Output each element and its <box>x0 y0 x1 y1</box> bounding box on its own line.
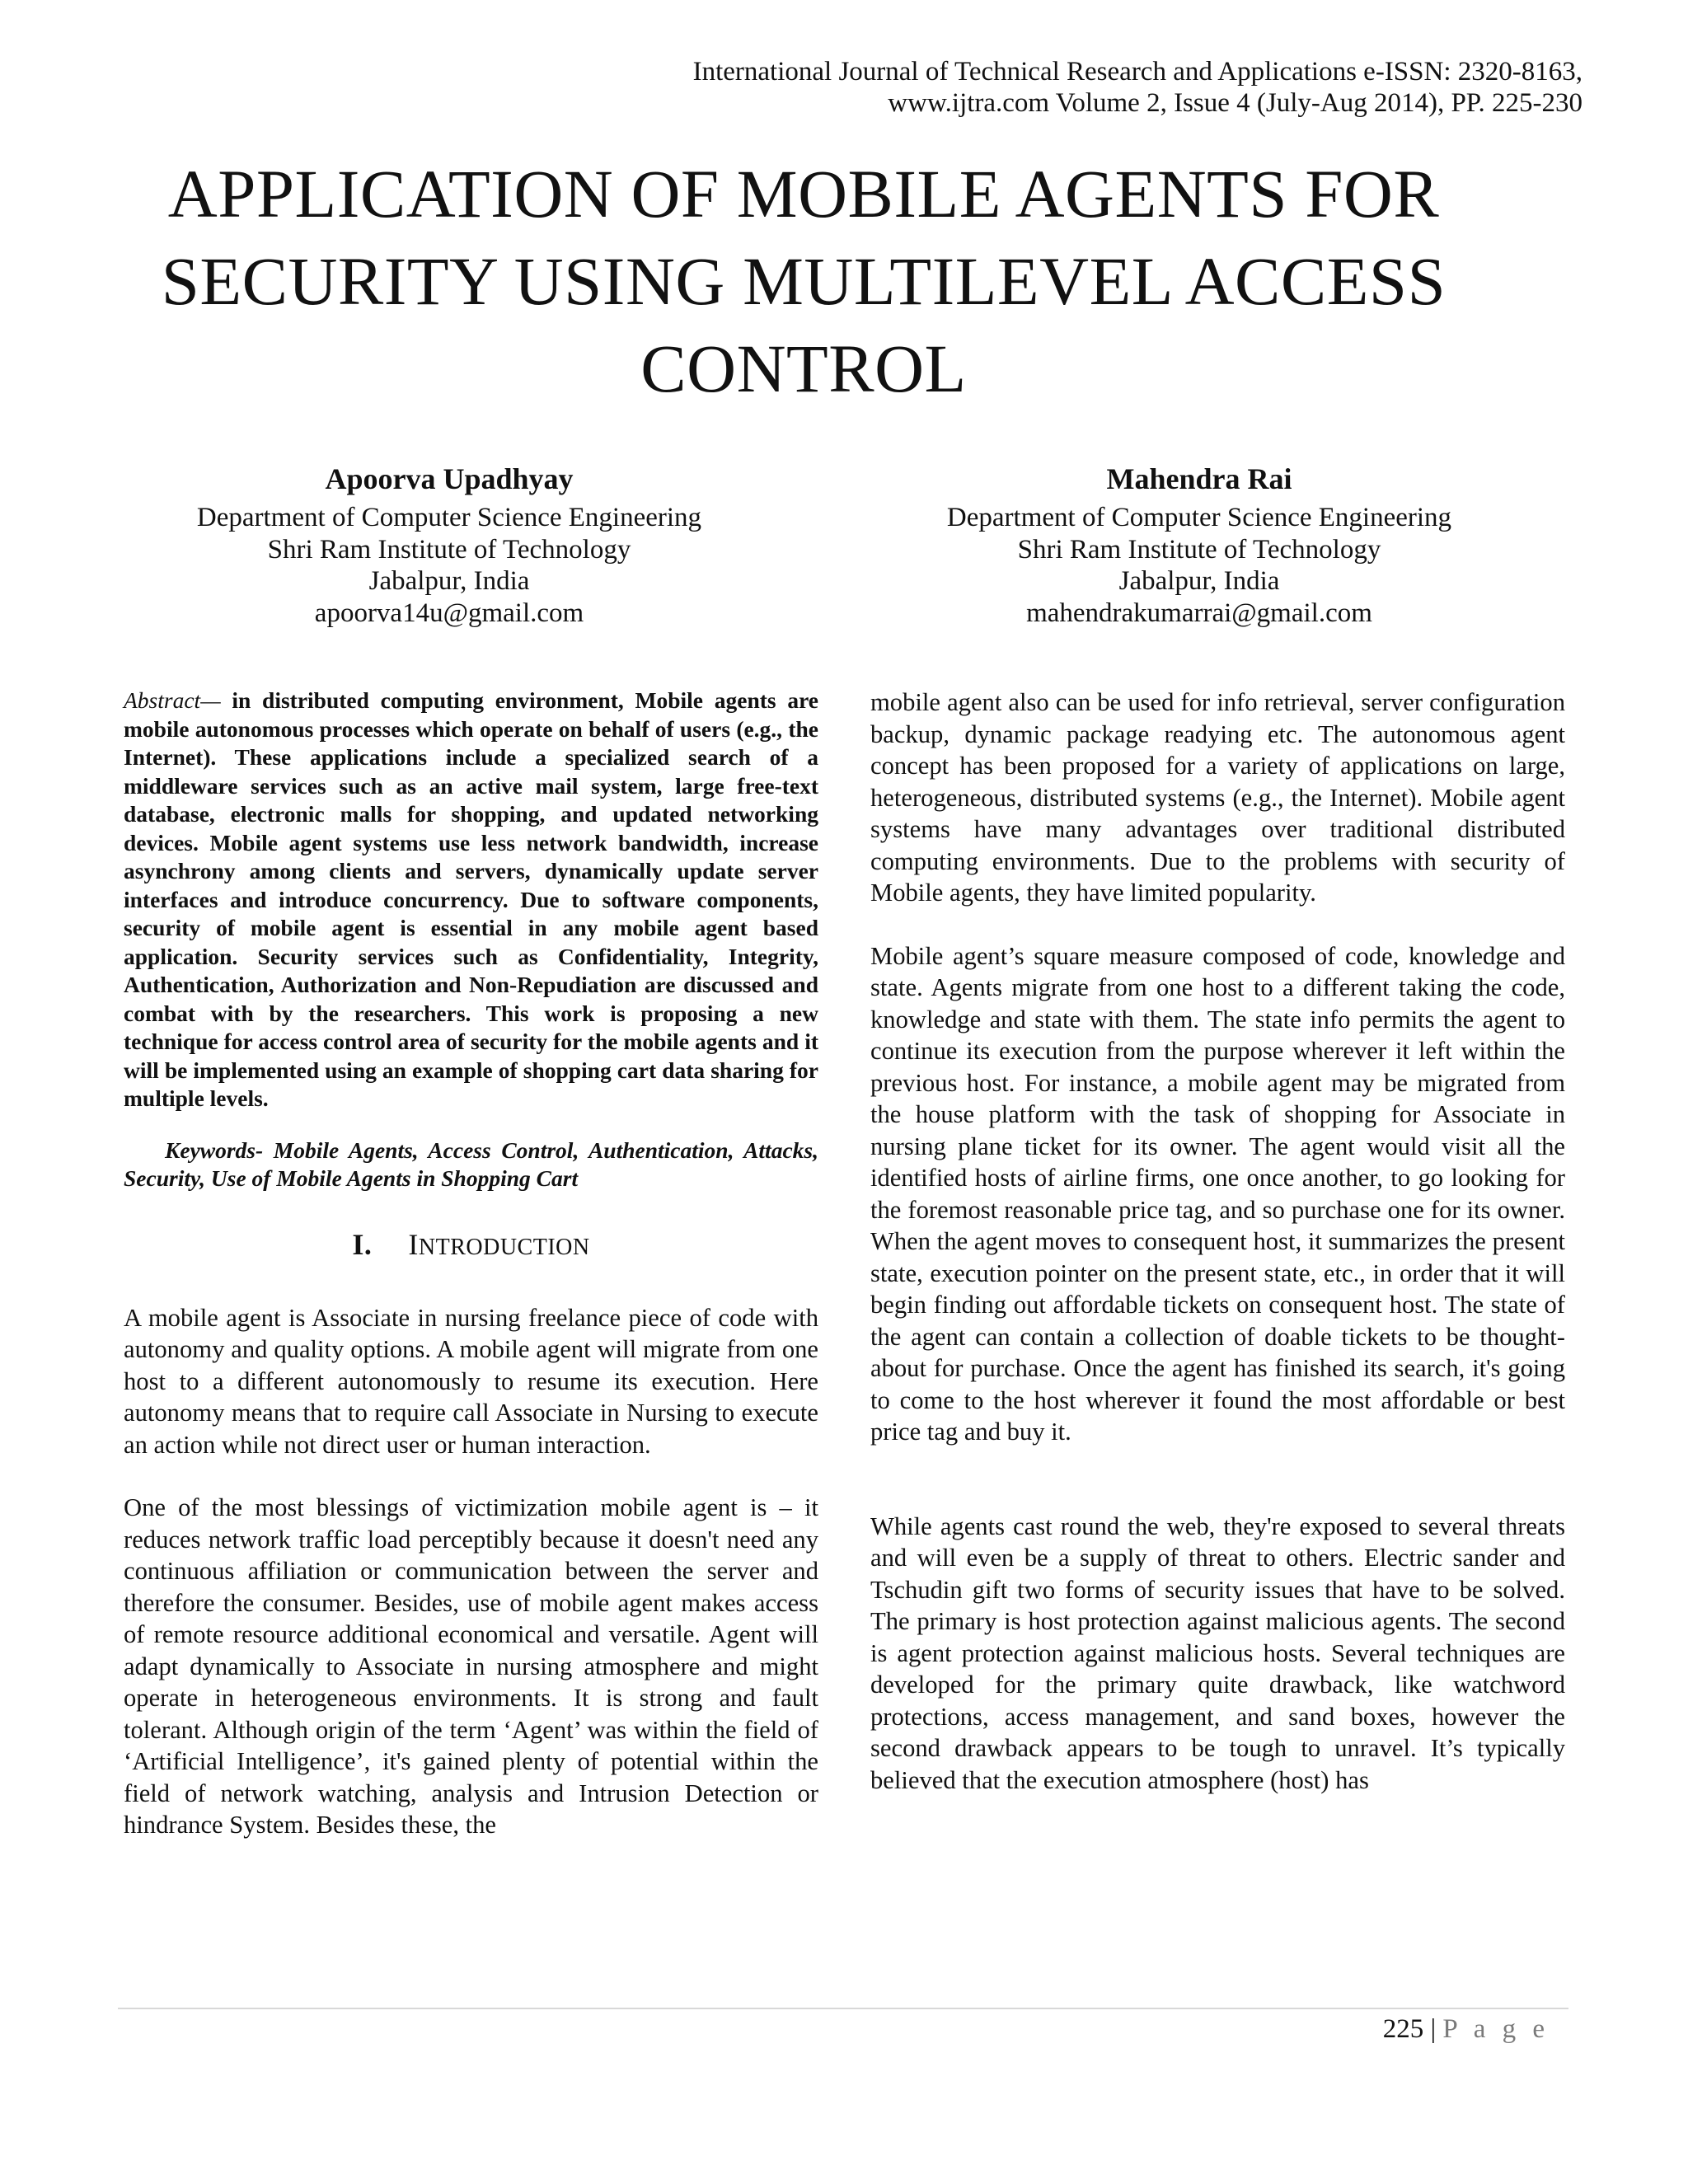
paragraph: mobile agent also can be used for info retrieval, server configuration backup, dynamic package readying etc. The autonomous agent concept has been proposed for a variety of applications on large, heterogeneous, distributed systems (e.g., the Internet). Mobile agent systems have many advantages over traditional distributed computing environments. Due to the problems with security of Mobile agents, they have limited popularity. <box>870 688 1565 907</box>
keywords: Keywords- Mobile Agents, Access Control, Authentication, Attacks, Security, Use of Mobile Agents in Shopping Cart <box>124 1137 818 1191</box>
author-location: Jabalpur, India <box>368 566 530 596</box>
paragraph: One of the most blessings of victimization mobile agent is – it reduces network traffic load perceptibly because it doesn't need any continuous affiliation or communication between the server and therefore the consumer. Besides, use of mobile agent makes access of remote resource additional economical and versatile. Agent will adapt dynamically to Associate in nursing atmosphere and might operate in heterogeneous environments. It is strong and fault tolerant. Although origin of the term ‘Agent’ was within the field of ‘Artificial Intelligence’, it's gained plenty of potential within the field of network watching, analysis and Intrusion Detection or hindrance System. Besides these, the <box>124 1493 818 1839</box>
author-institute: Shri Ram Institute of Technology <box>267 534 631 565</box>
journal-header-line2: www.ijtra.com Volume 2, Issue 4 (July-Aug 2014), PP. 225-230 <box>888 88 1582 118</box>
section-number: I. <box>352 1227 373 1261</box>
section-title-rest: NTRODUCTION <box>418 1234 590 1260</box>
page-label: P a g e <box>1442 2014 1550 2044</box>
section-heading-introduction <box>124 1228 818 1264</box>
title-line3: CONTROL <box>640 330 967 406</box>
journal-header <box>511 56 1582 119</box>
author-institute: Shri Ram Institute of Technology <box>1017 534 1381 565</box>
author-name: Apoorva Upadhyay <box>325 462 574 495</box>
section-title-initial: I <box>408 1227 419 1261</box>
abstract-text: in distributed computing environment, Mobile agents are mobile autonomous processes which operate on behalf of users (e.g., the Internet). These applications include a specialized search of a middleware services such as an active mail system, large free-text database, electronic malls for shopping, and updated networking devices. Mobile agent systems use less network bandwidth, increase asynchrony among clients and servers, dynamically update server interfaces and introduce concurrency. Due to software components, security of mobile agent is essential in any mobile agent based application. Security services such as Confidentiality, Integrity, Authentication, Authorization and Non-Repudiation are discussed and combat with by the researchers. This work is proposing a new technique for access control area of security for the mobile agents and it will be implemented using an example of shopping cart data sharing for multiple levels. <box>124 687 818 1111</box>
paragraph: A mobile agent is Associate in nursing freelance piece of code with autonomy and quality options. A mobile agent will migrate from one host to a different autonomously to resume its execution. Here autonomy means that to require call Associate in Nursing to execute an action while not direct user or human interaction. <box>124 1303 818 1459</box>
title-line2: SECURITY USING MULTILEVEL ACCESS <box>161 243 1447 319</box>
author-location: Jabalpur, India <box>1118 566 1280 596</box>
author-department: Department of Computer Science Engineering <box>946 503 1452 532</box>
footer-divider <box>118 2008 1568 2009</box>
title-line1: APPLICATION OF MOBILE AGENTS FOR <box>167 156 1440 232</box>
author-block-2 <box>894 457 1504 629</box>
right-column <box>870 687 1565 1796</box>
author-name: Mahendra Rai <box>1106 462 1292 495</box>
author-email: mahendrakumarrai@gmail.com <box>1026 598 1372 628</box>
page-number: 225 | <box>1382 2014 1437 2044</box>
left-column <box>124 687 818 1841</box>
page-footer <box>1383 2013 1550 2046</box>
author-department: Department of Computer Science Engineering <box>196 503 702 532</box>
paragraph: While agents cast round the web, they're exposed to several threats and will even be a supply of threat to others. Electric sander and Tschudin gift two forms of security issues that have to be solved. The primary is host protection against malicious agents. The second is agent protection against malicious hosts. Several techniques are developed for the primary quite drawback, like watchword protections, access management, and sand boxes, however the second drawback appears to be tough to unravel. It’s typically believed that the execution atmosphere (host) has <box>870 1511 1565 1794</box>
abstract-label: Abstract— <box>124 687 221 713</box>
abstract <box>124 687 818 1113</box>
author-email: apoorva14u@gmail.com <box>314 598 584 628</box>
author-block-1 <box>144 457 754 629</box>
paragraph: Mobile agent’s square measure composed of code, knowledge and state. Agents migrate from one host to a different taking the code, knowledge and state with them. The state info permits the agent to continue its execution from the purpose wherever it left within the previous host. For instance, a mobile agent may be migrated from the house platform with the task of shopping for Associate in nursing plane ticket for its owner. The agent would visit all the identified hosts of airline firms, one once another, to go looking for the foremost reasonable price tag, and so purchase one for its owner. When the agent moves to consequent host, it summarizes the present state, execution pointer on the present state, etc., in order that it will begin finding out affordable tickets on consequent host. The state of the agent can contain a collection of doable tickets to be thought-about for purchase. Once the agent has finished its search, it's going to come to the host wherever it found the most affordable or best price tag and buy it. <box>870 941 1565 1446</box>
journal-header-line1: International Journal of Technical Research and Applications e-ISSN: 2320-8163, <box>692 57 1582 87</box>
paper-title <box>124 150 1484 412</box>
